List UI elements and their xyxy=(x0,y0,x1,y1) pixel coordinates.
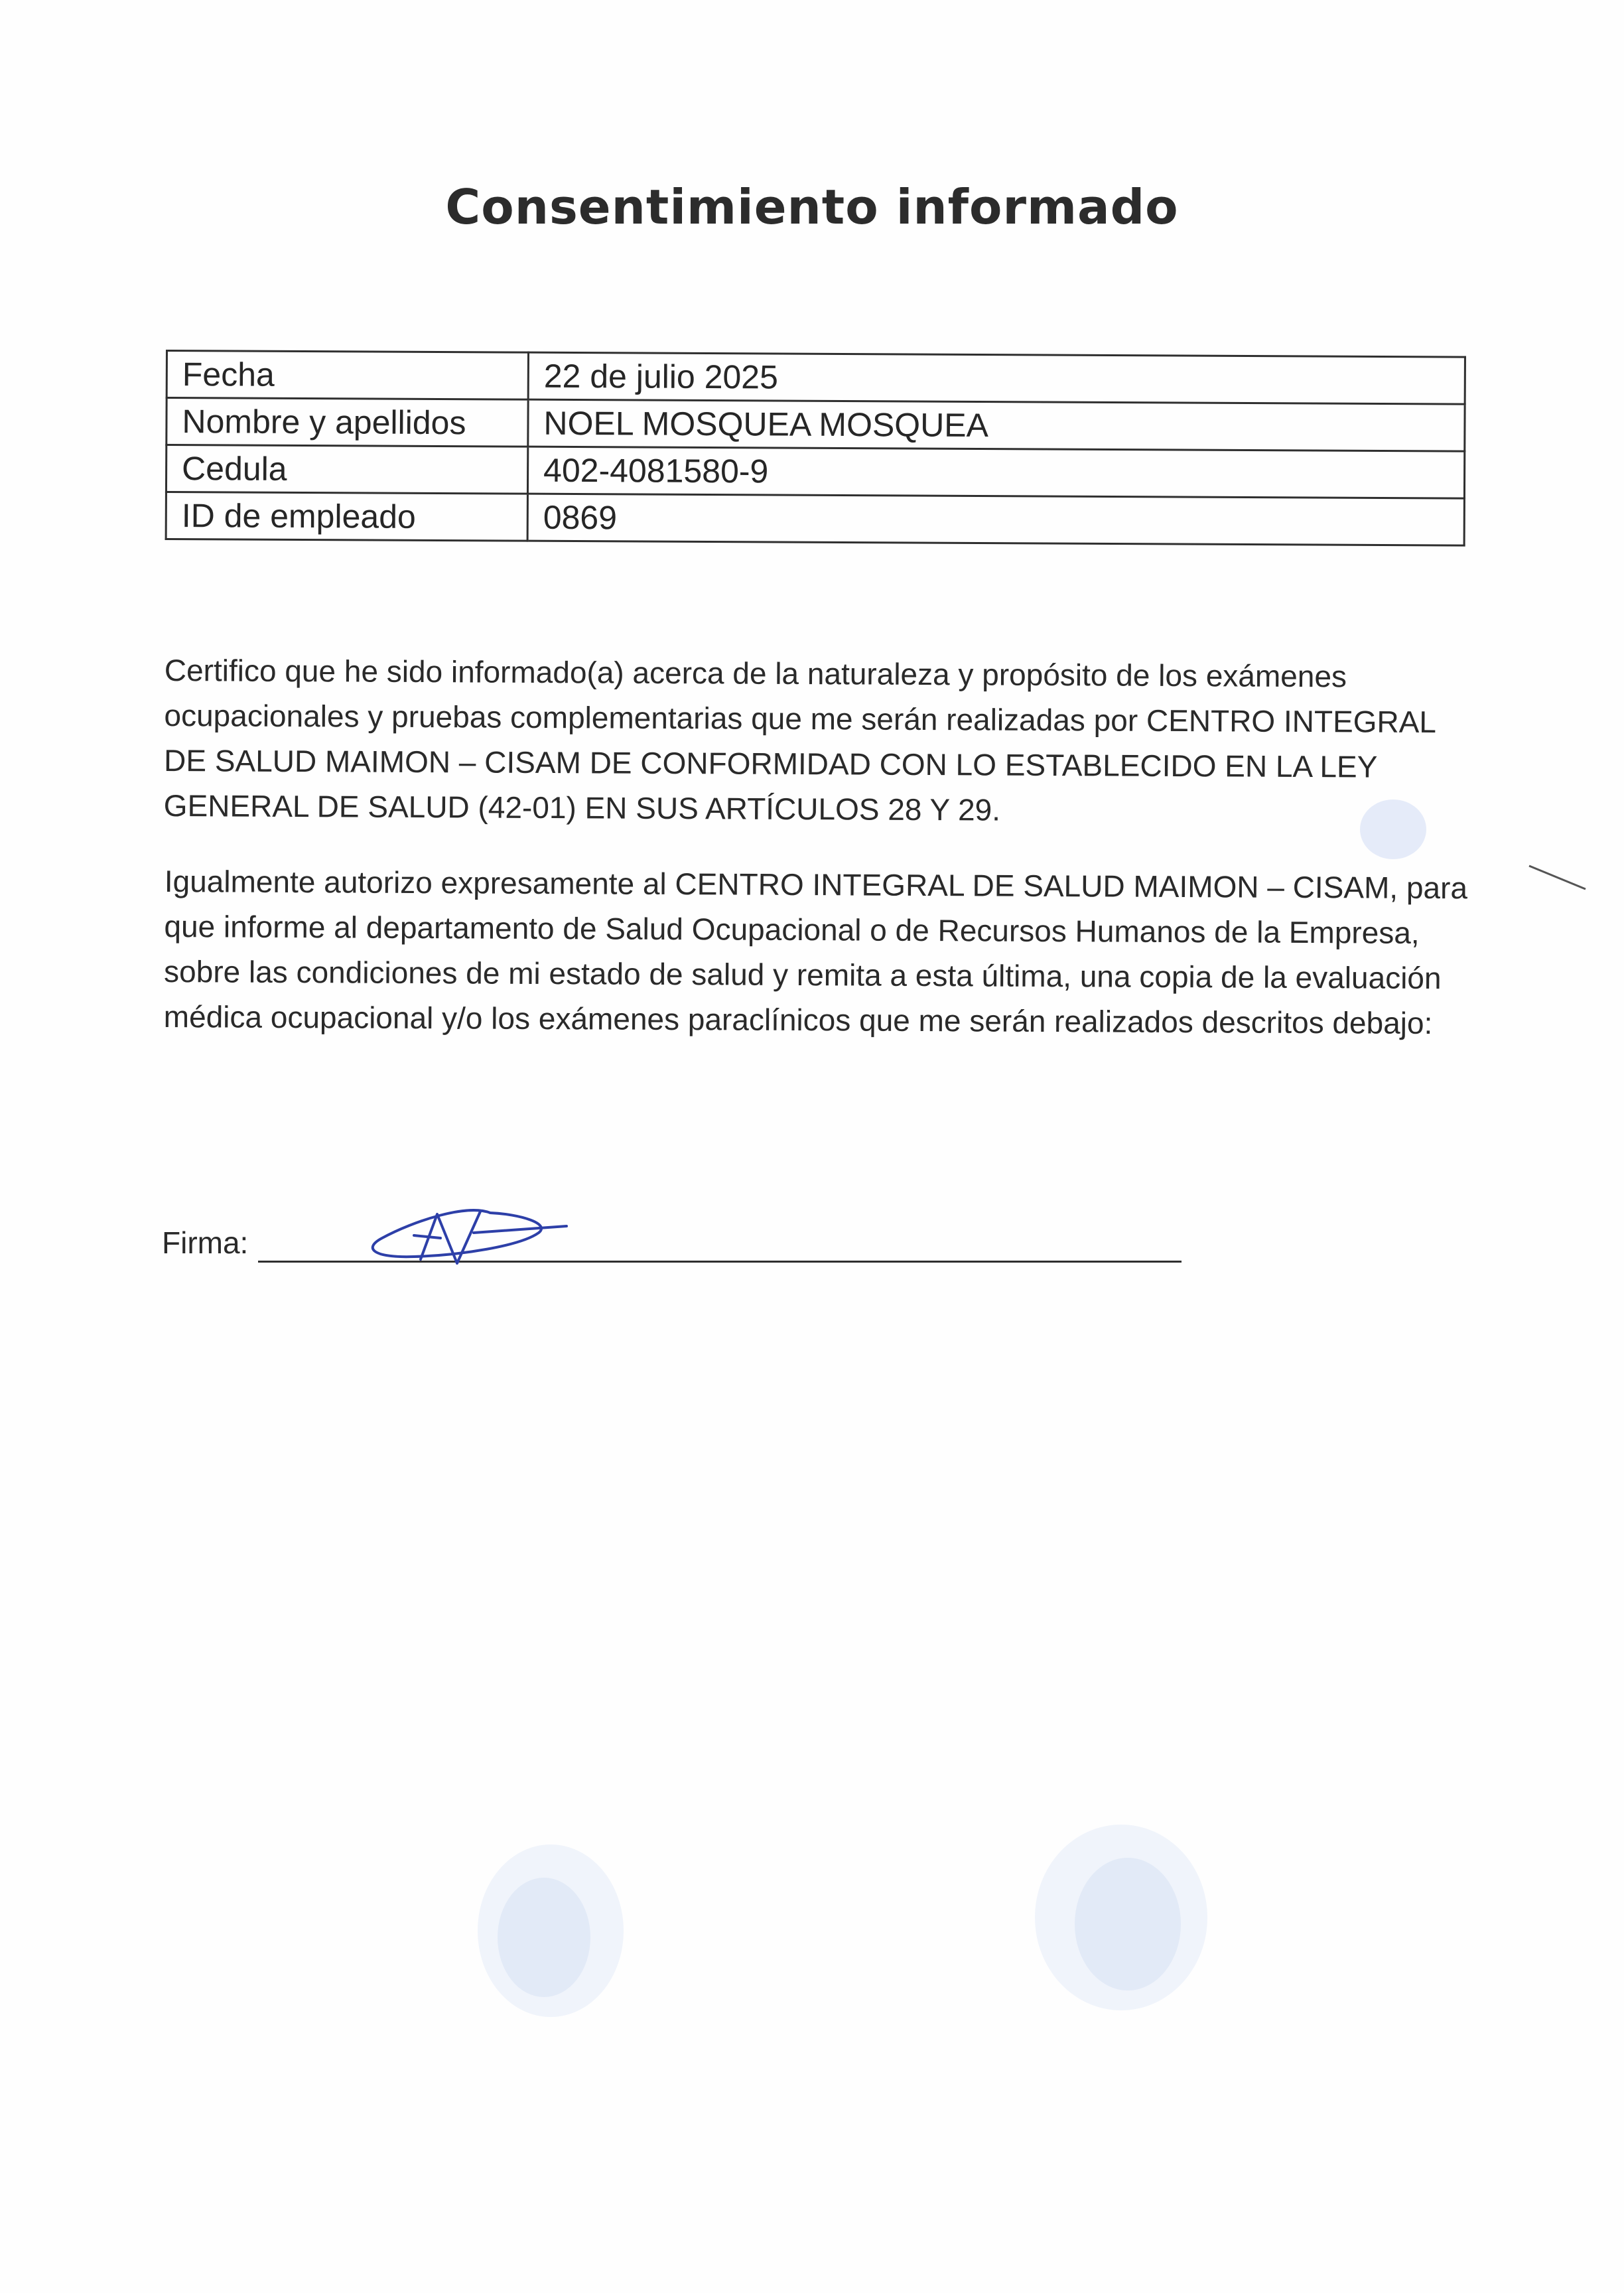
field-value-id-empleado: 0869 xyxy=(527,494,1464,545)
scan-artifact-mark xyxy=(1526,863,1592,902)
table-row xyxy=(166,445,1464,499)
field-label-nombre: Nombre y apellidos xyxy=(167,398,528,447)
handwritten-signature xyxy=(321,1194,666,1274)
table-row xyxy=(167,398,1465,452)
field-value-fecha: 22 de julio 2025 xyxy=(528,352,1465,404)
document-title: Consentimiento informado xyxy=(445,179,1179,235)
signature-area xyxy=(162,1194,1197,1274)
table-row xyxy=(166,492,1464,546)
field-label-id-empleado: ID de empleado xyxy=(166,492,527,541)
field-label-cedula: Cedula xyxy=(166,445,527,494)
field-value-cedula: 402-4081580-9 xyxy=(527,447,1464,498)
ink-smudge xyxy=(1347,783,1440,876)
fingerprint-smudge-left xyxy=(464,1831,637,2030)
consent-paragraph-2: Igualmente autorizo expresamente al CENTRO INTEGRAL DE SALUD MAIMON – CISAM, para que informe al departamento de Salud Ocupacional o de Recursos Humanos de la Empresa, sobre las condiciones de mi estado de salud y remita a esta última, una copia de la evaluación médica ocupacional y/o los exámenes paraclínicos que me serán realizados descritos debajo: xyxy=(163,863,1468,1041)
consent-paragraph-1: Certifico que he sido informado(a) acerca de la naturaleza y propósito de los exámenes ocupacionales y pruebas complementarias que me serán realizadas por CENTRO INTEGRAL DE SALUD MAIMON – CISAM DE CONFORMIDAD CON LO ESTABLECIDO EN LA LEY GENERAL DE SALUD (42-01) EN SUS ARTÍCULOS 28 Y 29. xyxy=(163,652,1436,827)
field-label-fecha: Fecha xyxy=(167,351,528,400)
info-table xyxy=(165,350,1466,547)
field-value-nombre: NOEL MOSQUEA MOSQUEA xyxy=(528,399,1465,451)
fingerprint-smudge-right xyxy=(1022,1811,1221,2024)
signature-label: Firma: xyxy=(162,1225,249,1260)
table-row xyxy=(167,351,1465,405)
